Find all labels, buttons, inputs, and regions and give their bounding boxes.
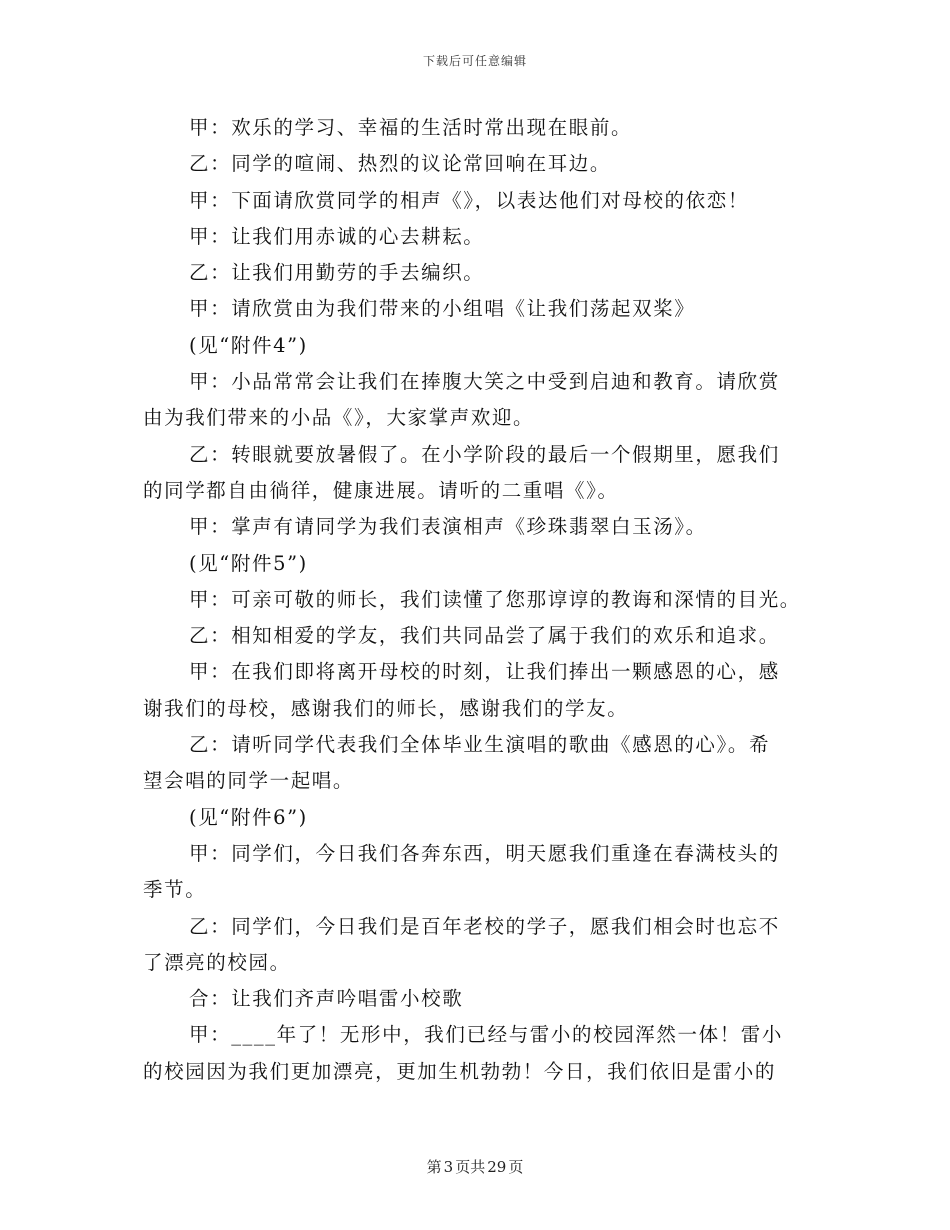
script-line-continuation: 的校园因为我们更加漂亮，更加生机勃勃！今日，我们依旧是雷小的 — [143, 1059, 777, 1083]
script-line-continuation: 季节。 — [143, 878, 207, 902]
script-line-continuation: 谢我们的母校，感谢我们的师长，感谢我们的学友。 — [143, 696, 629, 720]
script-line: 甲：请欣赏由为我们带来的小组唱《让我们荡起双桨》 — [189, 297, 696, 321]
script-line: 乙：让我们用勤劳的手去编织。 — [189, 261, 485, 285]
script-line: 乙：相知相爱的学友，我们共同品尝了属于我们的欢乐和追求。 — [189, 624, 780, 648]
attachment-note: (见“附件6”) — [189, 805, 308, 829]
page-footer — [0, 1156, 950, 1177]
script-line-continuation: 由为我们带来的小品《》，大家掌声欢迎。 — [143, 406, 535, 430]
attachment-note: (见“附件5”) — [189, 551, 308, 575]
script-line: 乙：转眼就要放暑假了。在小学阶段的最后一个假期里，愿我们 — [189, 442, 780, 466]
footer-suffix: 页 — [508, 1158, 524, 1176]
script-line-continuation: 了漂亮的校园。 — [143, 950, 291, 974]
script-line: 甲：让我们用赤诚的心去耕耘。 — [189, 224, 485, 248]
script-line: 甲：小品常常会让我们在捧腹大笑之中受到启迪和教育。请欣赏 — [189, 370, 780, 394]
page-header: 下载后可任意编辑 — [422, 54, 527, 68]
document-body — [143, 110, 803, 1090]
script-line: 甲：下面请欣赏同学的相声《》，以表达他们对母校的依恋！ — [189, 188, 749, 212]
script-line: 甲：可亲可敬的师长，我们读懂了您那谆谆的教诲和深情的目光。 — [189, 587, 801, 611]
footer-total-pages: 29 — [487, 1158, 507, 1176]
script-line: 乙：同学们，今日我们是百年老校的学子，愿我们相会时也忘不 — [189, 914, 780, 938]
script-line-continuation: 望会唱的同学一起唱。 — [143, 769, 355, 793]
attachment-note: (见“附件4”) — [189, 333, 308, 357]
script-line: 甲：掌声有请同学为我们表演相声《珍珠翡翠白玉汤》。 — [189, 515, 707, 539]
script-line: 甲：欢乐的学习、幸福的生活时常出现在眼前。 — [189, 116, 633, 139]
script-line: 合：让我们齐声吟唱雷小校歌 — [189, 987, 464, 1011]
script-line-continuation: 的同学都自由徜徉，健康进展。请听的二重唱《》。 — [143, 478, 619, 502]
footer-current-page: 3 — [443, 1158, 454, 1176]
script-line: 乙：同学的喧闹、热烈的议论常回响在耳边。 — [189, 152, 612, 176]
script-line: 甲：在我们即将离开母校的时刻，让我们捧出一颗感恩的心，感 — [189, 660, 780, 684]
footer-middle: 页共 — [455, 1158, 486, 1176]
script-line: 甲：同学们，今日我们各奔东西，明天愿我们重逢在春满枝头的 — [189, 841, 780, 865]
script-line: 乙：请听同学代表我们全体毕业生演唱的歌曲《感恩的心》。希 — [189, 733, 771, 757]
script-line: 甲：____年了！无形中，我们已经与雷小的校园浑然一体！雷小 — [189, 1023, 784, 1047]
footer-prefix: 第 — [426, 1158, 442, 1176]
